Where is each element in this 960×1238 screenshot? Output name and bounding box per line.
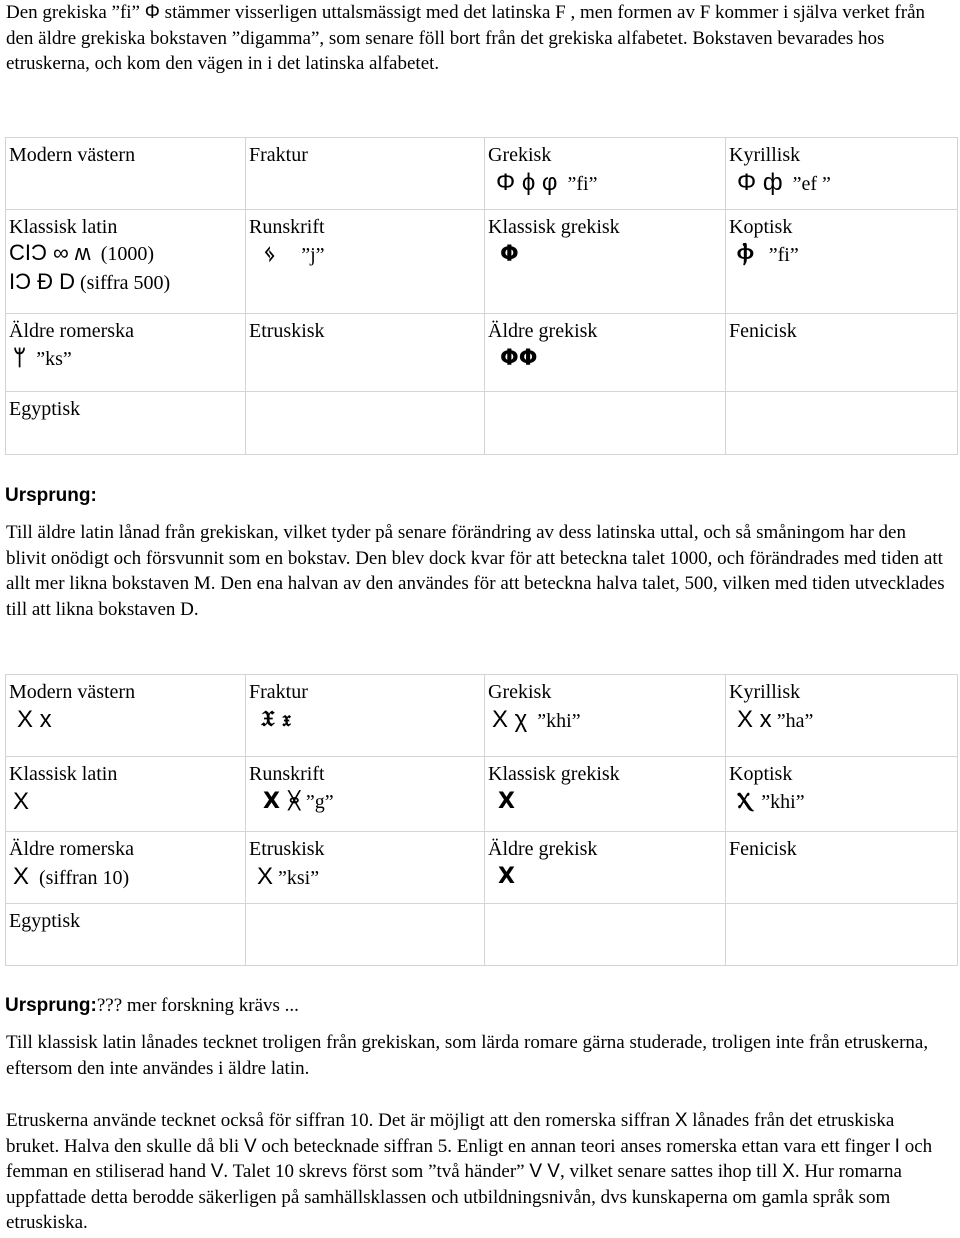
- cell-empty: [485, 392, 726, 455]
- cell-older-greek: [485, 832, 726, 904]
- cell-coptic: [726, 210, 958, 314]
- cell-label: Fraktur: [249, 144, 308, 166]
- cell-label: Modern västern: [9, 144, 136, 166]
- origin-heading-2: [5, 995, 299, 1017]
- cell-cyrillic: [726, 138, 958, 210]
- modern-x-glyphs: X x: [17, 706, 52, 733]
- phi-glyph: Φ: [144, 2, 160, 23]
- cell-label: Klassisk grekisk: [488, 216, 620, 238]
- cell-label: Egyptisk: [9, 910, 81, 932]
- cell-modern-western: [6, 675, 246, 757]
- pronunciation-note: ”ha”: [776, 710, 814, 732]
- cell-empty: [726, 392, 958, 455]
- value-note: (siffran 10): [39, 867, 130, 889]
- cell-label: Kyrillisk: [729, 144, 801, 166]
- cell-fraktur: [246, 675, 485, 757]
- pronunciation-note: ”ef ”: [792, 173, 831, 195]
- cell-classical-greek: [485, 757, 726, 832]
- cell-cyrillic: [726, 675, 958, 757]
- pronunciation-note: ”j”: [301, 244, 325, 266]
- origin-paragraph-1: Till klassisk latin lånades tecknet troligen från grekiskan, som lärda romare gärna studerade, troligen inte från etruskerna, eftersom den inte användes i äldre latin.: [6, 1032, 929, 1079]
- classical-greek-phi-glyph: Φ: [500, 242, 519, 267]
- intro-text-start: Den grekiska ”fi”: [6, 2, 140, 23]
- latin-1000-glyphs: CIƆ ∞ ʍ: [9, 240, 91, 265]
- text-run: . Hur romarna uppfattade detta berodde säkerligen på samhällsklassen och utbildningsnivån, dvs kunskaperna om gamla språk som etruskiska.: [6, 1161, 902, 1233]
- rune-gyfu-glyphs: X ᚸ: [263, 789, 301, 814]
- cell-label: Etruskisk: [249, 320, 325, 342]
- cell-empty: [246, 392, 485, 455]
- text-run: och femman en stiliserad hand: [6, 1135, 933, 1182]
- cell-label: Grekisk: [488, 681, 552, 703]
- roman-x-symbol: X: [782, 1161, 795, 1182]
- cell-older-roman: [6, 832, 246, 904]
- pronunciation-note: ”ks”: [36, 348, 72, 370]
- cell-label: Klassisk grekisk: [488, 763, 620, 785]
- roman-v-symbol: V: [243, 1135, 257, 1157]
- cell-etruscan: [246, 314, 485, 392]
- cell-label: Äldre romerska: [9, 320, 134, 342]
- cell-classical-greek: [485, 210, 726, 314]
- cell-label: Fraktur: [249, 681, 308, 703]
- older-greek-phi-glyphs: ΦΦ: [500, 346, 538, 371]
- cell-older-roman: [6, 314, 246, 392]
- cell-egyptian: [6, 904, 246, 966]
- origin-paragraph: Till äldre latin lånad från grekiskan, vilket tyder på senare förändring av dess latinska uttal, och så småningom har den blivit onödigt och försvunnit som en bokstav. Den blev dock kvar för att beteckna talet 1000, och förändrades med tiden att allt mer likna bokstaven M. Den ena halvan av den användes för att beteckna halva talet, 500, vilken med tiden utvecklades till att likna bokstaven D.: [6, 522, 945, 620]
- text-run: Etruskerna använde tecknet också för siffran 10. Det är möjligt att den romerska siffran: [6, 1110, 675, 1131]
- cell-empty: [485, 904, 726, 966]
- cell-empty: [246, 904, 485, 966]
- cell-label: Klassisk latin: [9, 216, 118, 238]
- pronunciation-note: ”fi”: [768, 244, 799, 266]
- text-run: lånades från det etruskiska bruket. Halva den skulle då bli: [6, 1110, 895, 1157]
- pronunciation-note: ”fi”: [567, 173, 598, 195]
- older-greek-chi-glyph: X: [498, 864, 515, 889]
- cell-label: Äldre romerska: [9, 838, 134, 860]
- cell-label: Äldre grekisk: [488, 838, 598, 860]
- cell-egyptian: [6, 392, 246, 455]
- intro-text-rest: stämmer visserligen uttalsmässigt med det latinska F , men formen av F kommer i själva verket från den äldre grekiska bokstaven ”digamma”, som senare föll bort från det grekiska alfabetet. Bokstaven bevarades hos etruskerna, och kom den vägen in i det latinska alfabetet.: [6, 2, 926, 74]
- cell-label: Kyrillisk: [729, 681, 801, 703]
- coptic-phi-glyph: Ⲫ: [737, 242, 754, 267]
- cell-modern-western: [6, 138, 246, 210]
- cell-label: Koptisk: [729, 763, 793, 785]
- cell-empty: [726, 904, 958, 966]
- cell-phoenician: [726, 314, 958, 392]
- cyrillic-ha-glyphs: Х х: [737, 706, 772, 733]
- roman-x-glyph: X: [13, 863, 30, 890]
- greek-chi-glyphs: Χ χ: [492, 706, 528, 733]
- cell-label: Klassisk latin: [9, 763, 118, 785]
- pronunciation-note: ”khi”: [537, 710, 581, 732]
- cell-coptic: [726, 757, 958, 832]
- letter-forms-table-phi: [5, 137, 958, 455]
- cell-etruscan: [246, 832, 485, 904]
- roman-i-symbol: I: [894, 1135, 900, 1157]
- roman-x-symbol: X: [674, 1110, 688, 1131]
- cell-label: Runskrift: [249, 763, 325, 785]
- letter-forms-table-chi: [5, 674, 958, 966]
- origin-paragraph-2: [6, 1108, 950, 1236]
- cell-label: Runskrift: [249, 216, 325, 238]
- cell-classical-latin: [6, 210, 246, 314]
- etruscan-x-glyph: X: [257, 863, 274, 890]
- cell-runic: [246, 757, 485, 832]
- cell-runic: [246, 210, 485, 314]
- latin-x-glyph: X: [13, 788, 30, 815]
- intro-paragraph: [6, 0, 950, 77]
- latin-500-glyphs: IƆ Ð D: [9, 269, 75, 294]
- origin-heading: Ursprung:: [5, 485, 97, 506]
- text-run: och betecknade siffran 5. Enligt en annan teori anses romerska ettan vara ett finger: [256, 1135, 895, 1157]
- text-run: , vilket senare sattes ihop till: [559, 1161, 783, 1182]
- value-note: (1000): [100, 243, 155, 265]
- classical-greek-chi-glyph: X: [498, 789, 515, 814]
- cell-label: Fenicisk: [729, 320, 797, 342]
- coptic-khi-glyph: Ⲭ: [737, 789, 752, 814]
- fraktur-x-glyphs: 𝔛 𝔵: [261, 707, 292, 732]
- cell-fraktur: [246, 138, 485, 210]
- origin-heading-note: ??? mer forskning krävs ...: [96, 995, 299, 1016]
- cell-older-greek: [485, 314, 726, 392]
- pronunciation-note: ”ksi”: [278, 867, 320, 889]
- cell-label: Äldre grekisk: [488, 320, 598, 342]
- value-note: (siffra 500): [80, 272, 171, 294]
- roman-v-symbol: V: [210, 1161, 224, 1182]
- pronunciation-note: ”khi”: [761, 791, 805, 813]
- cyrillic-ef-glyphs: Φ ф: [737, 169, 783, 196]
- pronunciation-note: ”g”: [305, 791, 334, 813]
- cell-greek: [485, 138, 726, 210]
- cell-label: Koptisk: [729, 216, 793, 238]
- cell-label: Egyptisk: [9, 398, 81, 420]
- roman-vv-symbol: V V: [529, 1161, 560, 1182]
- cell-label: Fenicisk: [729, 838, 797, 860]
- cell-label: Etruskisk: [249, 838, 325, 860]
- cell-classical-latin: [6, 757, 246, 832]
- greek-phi-glyphs: Φ ϕ φ: [496, 169, 558, 196]
- rune-glyph: ᛃ: [263, 242, 277, 267]
- cell-label: Grekisk: [488, 144, 552, 166]
- cell-label: Modern västern: [9, 681, 136, 703]
- origin-heading-label: Ursprung:: [5, 995, 97, 1016]
- cell-phoenician: [726, 832, 958, 904]
- older-roman-glyph: ᛘ: [13, 346, 27, 371]
- text-run: . Talet 10 skrevs först som ”två händer”: [223, 1161, 530, 1182]
- cell-greek: [485, 675, 726, 757]
